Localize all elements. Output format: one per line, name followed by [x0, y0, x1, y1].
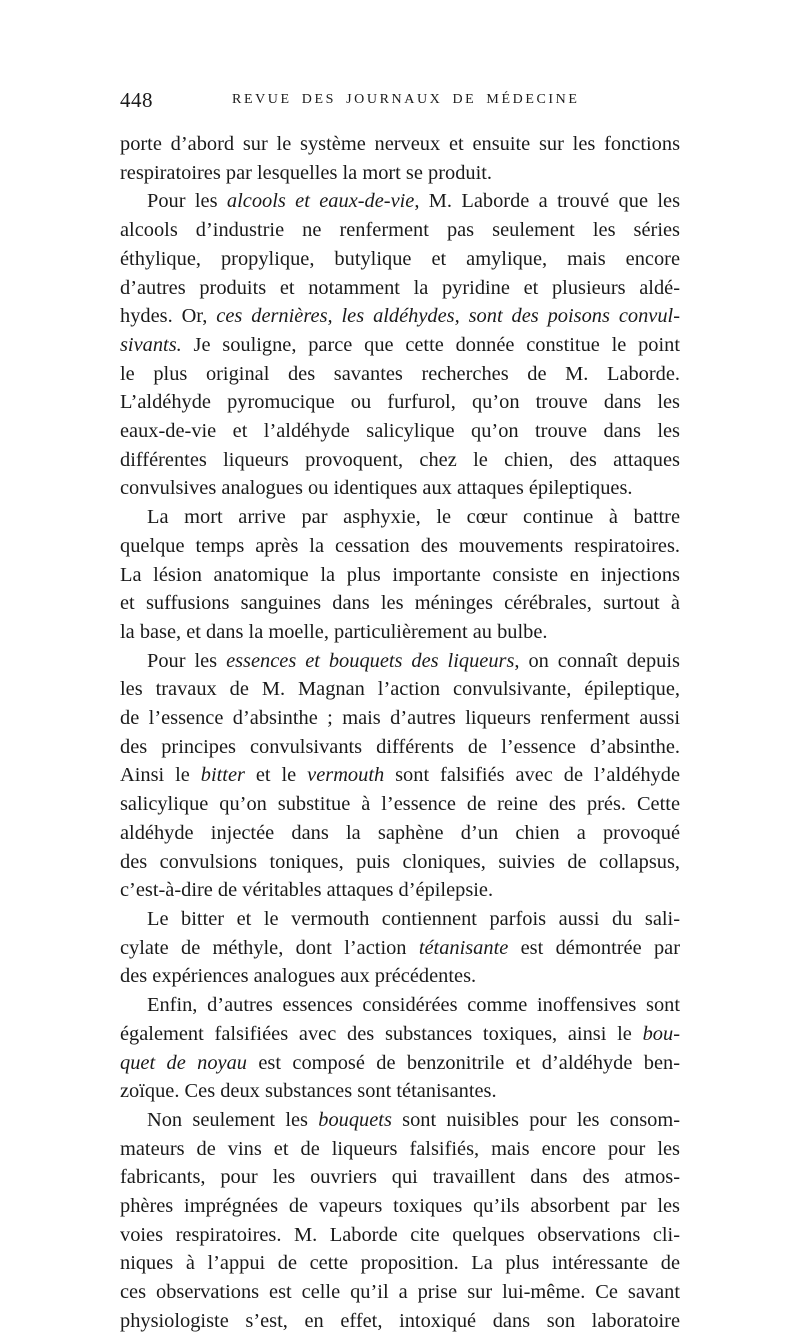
text-line [120, 1221, 680, 1250]
text-line [120, 848, 680, 877]
text-line [120, 1135, 680, 1164]
text-span: Pour les [147, 190, 227, 213]
text-line [120, 331, 680, 360]
text-line [120, 790, 680, 819]
text-line [120, 360, 680, 389]
text-line [120, 532, 680, 561]
text-span: sont falsifiés avec de l’aldéhyde [384, 764, 680, 787]
text-span: aldéhyde injectée dans la saphène d’un chien a provoqué [120, 821, 680, 844]
text-line [120, 1049, 680, 1078]
text-line [120, 1106, 680, 1135]
text-span: est composé de benzonitrile et d’aldéhyde ben- [246, 1051, 680, 1074]
text-span: des expériences analogues aux précédentes. [120, 965, 477, 988]
text-span: niques à l’appui de cette proposition. La plus intéressante de [120, 1252, 680, 1275]
text-line [120, 1020, 680, 1049]
text-span: la base, et dans la moelle, particulièrement au bulbe. [120, 620, 548, 643]
text-line [120, 647, 680, 676]
text-span: La mort arrive par asphyxie, le cœur continue à battre [147, 506, 680, 529]
text-span: des convulsions toniques, puis cloniques, suivies de collapsus, [120, 850, 680, 873]
text-line [120, 962, 680, 991]
text-line [120, 905, 680, 934]
text-span: , on connaît depuis [514, 649, 680, 672]
text-line [120, 417, 680, 446]
text-span: et suffusions sanguines dans les méninges cérébrales, surtout à [120, 592, 680, 615]
text-line [120, 245, 680, 274]
italic-span: bouquets [318, 1108, 392, 1131]
text-span: également falsifiées avec des substances toxiques, ainsi le [120, 1022, 643, 1045]
text-span: eaux-de-vie et l’aldéhyde salicylique qu’on trouve dans les [120, 420, 680, 443]
text-line [120, 876, 680, 905]
italic-span: alcools et eaux-de-vie [226, 190, 415, 213]
text-span: Pour les [147, 649, 227, 672]
text-line [120, 159, 680, 188]
text-span: fabricants, pour les ouvriers qui travaillent dans des atmos- [120, 1166, 680, 1189]
text-line [120, 187, 680, 216]
text-span: alcools d’industrie ne renferment pas seulement les séries [120, 219, 680, 242]
text-line [120, 1249, 680, 1278]
italic-span: tétanisante [418, 936, 509, 959]
running-title: REVUE DES JOURNAUX DE MÉDECINE [232, 92, 580, 107]
text-span: sont nuisibles pour les consom- [391, 1108, 680, 1131]
text-line [120, 704, 680, 733]
text-span: mateurs de vins et de liqueurs falsifiés, mais encore pour les [120, 1137, 680, 1160]
text-line [120, 991, 680, 1020]
text-span: phères imprégnées de vapeurs toxiques qu’ils absorbent par les [120, 1195, 680, 1218]
text-span: Enfin, d’autres essences considérées comme inoffensives sont [147, 994, 680, 1017]
italic-span: sivants. [120, 333, 182, 356]
text-line [120, 1278, 680, 1307]
italic-span: bitter [200, 764, 245, 787]
text-span: et le [244, 764, 308, 787]
text-span: , M. Laborde a trouvé que les [414, 190, 681, 213]
text-span: hydes. Or, [120, 305, 217, 328]
text-span: d’autres produits et notamment la pyridine et plusieurs aldé- [120, 276, 680, 299]
text-line [120, 561, 680, 590]
text-span: de l’essence d’absinthe ; mais d’autres liqueurs renferment aussi [120, 707, 680, 730]
text-line [120, 819, 680, 848]
text-span: ces observations est celle qu’il a prise sur lui-même. Ce savant [120, 1281, 680, 1304]
text-span: voies respiratoires. M. Laborde cite quelques observations cli- [120, 1223, 680, 1246]
text-line [120, 1163, 680, 1192]
text-span: différentes liqueurs provoquent, chez le chien, des attaques [120, 448, 680, 471]
body-text [120, 130, 680, 1336]
text-line [120, 1192, 680, 1221]
text-line [120, 302, 680, 331]
text-line [120, 1307, 680, 1336]
text-span: éthylique, propylique, butylique et amylique, mais encore [120, 247, 680, 270]
text-span: physiologiste s’est, en effet, intoxiqué dans son laboratoire [120, 1309, 680, 1332]
page-header [120, 88, 680, 118]
text-line [120, 1077, 680, 1106]
text-span: respiratoires par lesquelles la mort se produit. [120, 161, 493, 184]
text-line [120, 761, 680, 790]
text-span: salicylique qu’on substitue à l’essence de reine des prés. Cette [120, 793, 680, 816]
text-line [120, 216, 680, 245]
text-span: Ainsi le [120, 764, 201, 787]
text-line [120, 675, 680, 704]
text-span: est démontrée par [508, 936, 680, 959]
page-number: 448 [120, 88, 153, 112]
text-line [120, 474, 680, 503]
italic-span: ces dernières, les aldéhydes, sont des poisons convul- [216, 305, 680, 328]
text-line [120, 503, 680, 532]
text-span: des principes convulsivants différents de l’essence d’absinthe. [120, 735, 680, 758]
text-line [120, 733, 680, 762]
text-line [120, 446, 680, 475]
text-span: porte d’abord sur le système nerveux et ensuite sur les fonctions [120, 133, 680, 155]
text-span: c’est-à-dire de véritables attaques d’épilepsie. [120, 879, 494, 902]
italic-span: vermouth [307, 764, 385, 787]
text-span: cylate de méthyle, dont l’action [120, 936, 419, 959]
italic-span: quet de noyau [120, 1051, 247, 1074]
text-span: le plus original des savantes recherches de M. Laborde. [120, 362, 680, 385]
text-line [120, 388, 680, 417]
text-span: L’aldéhyde pyromucique ou furfurol, qu’on trouve dans les [120, 391, 680, 414]
text-span: zoïque. Ces deux substances sont tétanisantes. [120, 1080, 497, 1103]
text-line [120, 618, 680, 647]
text-span: Je souligne, parce que cette donnée constitue le point [181, 333, 680, 356]
text-line [120, 274, 680, 303]
text-line [120, 589, 680, 618]
text-span: Le bitter et le vermouth contiennent parfois aussi du sali- [147, 907, 680, 930]
italic-span: bou- [642, 1022, 680, 1045]
text-line [120, 934, 680, 963]
text-span: La lésion anatomique la plus importante consiste en injections [120, 563, 680, 586]
text-line [120, 130, 680, 159]
text-span: Non seulement les [147, 1108, 319, 1131]
text-span: les travaux de M. Magnan l’action convulsivante, épileptique, [120, 678, 680, 701]
italic-span: essences et bouquets des liqueurs [226, 649, 515, 672]
text-span: quelque temps après la cessation des mouvements respiratoires. [120, 534, 680, 557]
text-span: convulsives analogues ou identiques aux attaques épileptiques. [120, 477, 633, 500]
